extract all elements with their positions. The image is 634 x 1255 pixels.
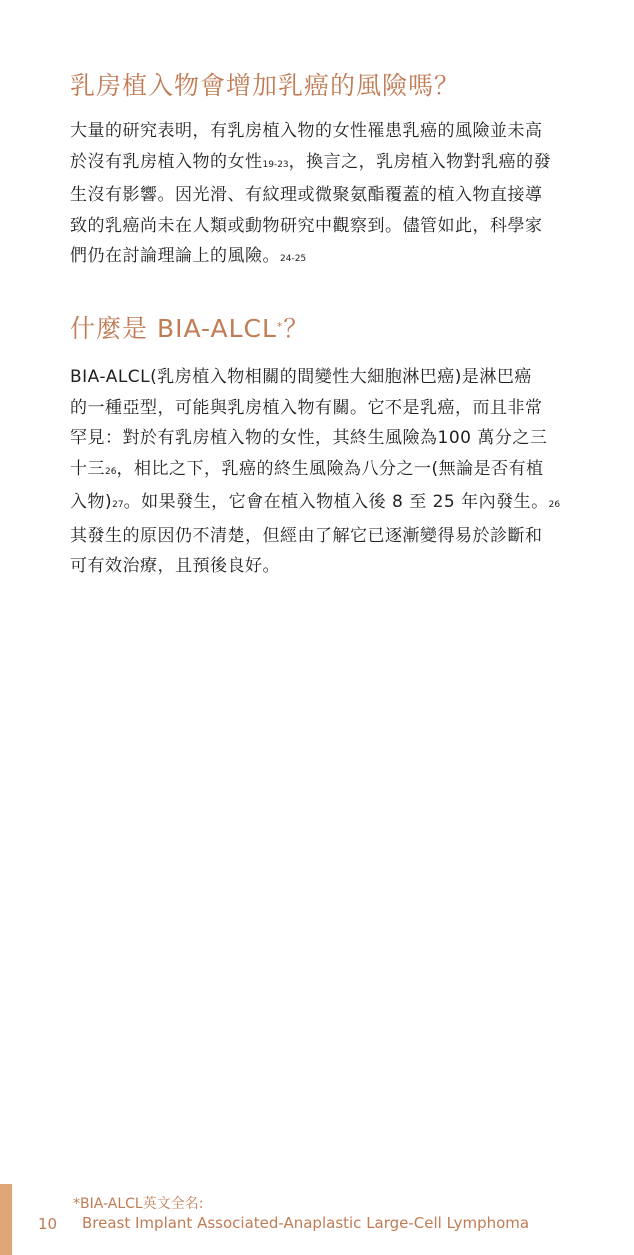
text-line: 入物)27。如果發生，它會在植入物植入後 8 至 25 年內發生。26 xyxy=(70,492,561,512)
text-line: 於沒有乳房植入物的女性19-23，換言之，乳房植入物對乳癌的發 xyxy=(70,151,552,172)
paragraph-bia-alcl xyxy=(70,362,570,582)
text-line: 可有效治療，且預後良好。 xyxy=(70,556,280,576)
paragraph-breast-cancer-risk xyxy=(70,116,570,275)
section-heading-bia-alcl: 什麼是 BIA-ALCL*？ xyxy=(70,314,310,343)
text-line: 其發生的原因仍不清楚，但經由了解它已逐漸變得易於診斷和 xyxy=(70,525,543,546)
reference-superscript: 26 xyxy=(548,500,561,510)
reference-superscript: 27 xyxy=(112,500,124,510)
reference-superscript: 26 xyxy=(105,466,117,477)
text-line: 們仍在討論理論上的風險。24-25 xyxy=(70,246,307,266)
text-line: 大量的研究表明，有乳房植入物的女性罹患乳癌的風險並未高 xyxy=(70,121,543,141)
footnote xyxy=(73,1195,529,1233)
text-line: 的一種亞型，可能與乳房植入物有關。它不是乳癌，而且非常 xyxy=(70,397,543,418)
footnote-full-name: Breast Implant Associated-Anaplastic Large-Cell Lymphoma xyxy=(82,1214,530,1232)
text-line: 罕見：對於有乳房植入物的女性，其終生風險為100 萬分之三 xyxy=(70,428,548,448)
text-line: 生沒有影響。因光滑、有紋理或微聚氨酯覆蓋的植入物直接導 xyxy=(70,185,543,205)
page-number: 10 xyxy=(38,1215,58,1233)
text-line: 十三26，相比之下，乳癌的終生風險為八分之一(無論是否有植 xyxy=(70,458,544,479)
reference-superscript: 19-23 xyxy=(262,159,289,170)
page-edge-bar xyxy=(0,1184,12,1255)
reference-superscript: 24-25 xyxy=(280,254,307,264)
text-line: 致的乳癌尚未在人類或動物研究中觀察到。儘管如此，科學家 xyxy=(70,215,543,236)
text-line: BIA-ALCL(乳房植入物相關的間變性大細胞淋巴癌)是淋巴癌 xyxy=(70,367,532,387)
section-heading-risk: 乳房植入物會增加乳癌的風險嗎？ xyxy=(70,71,461,100)
footnote-asterisk: * xyxy=(276,320,284,333)
footnote-label: *BIA-ALCL英文全名: xyxy=(73,1196,204,1212)
